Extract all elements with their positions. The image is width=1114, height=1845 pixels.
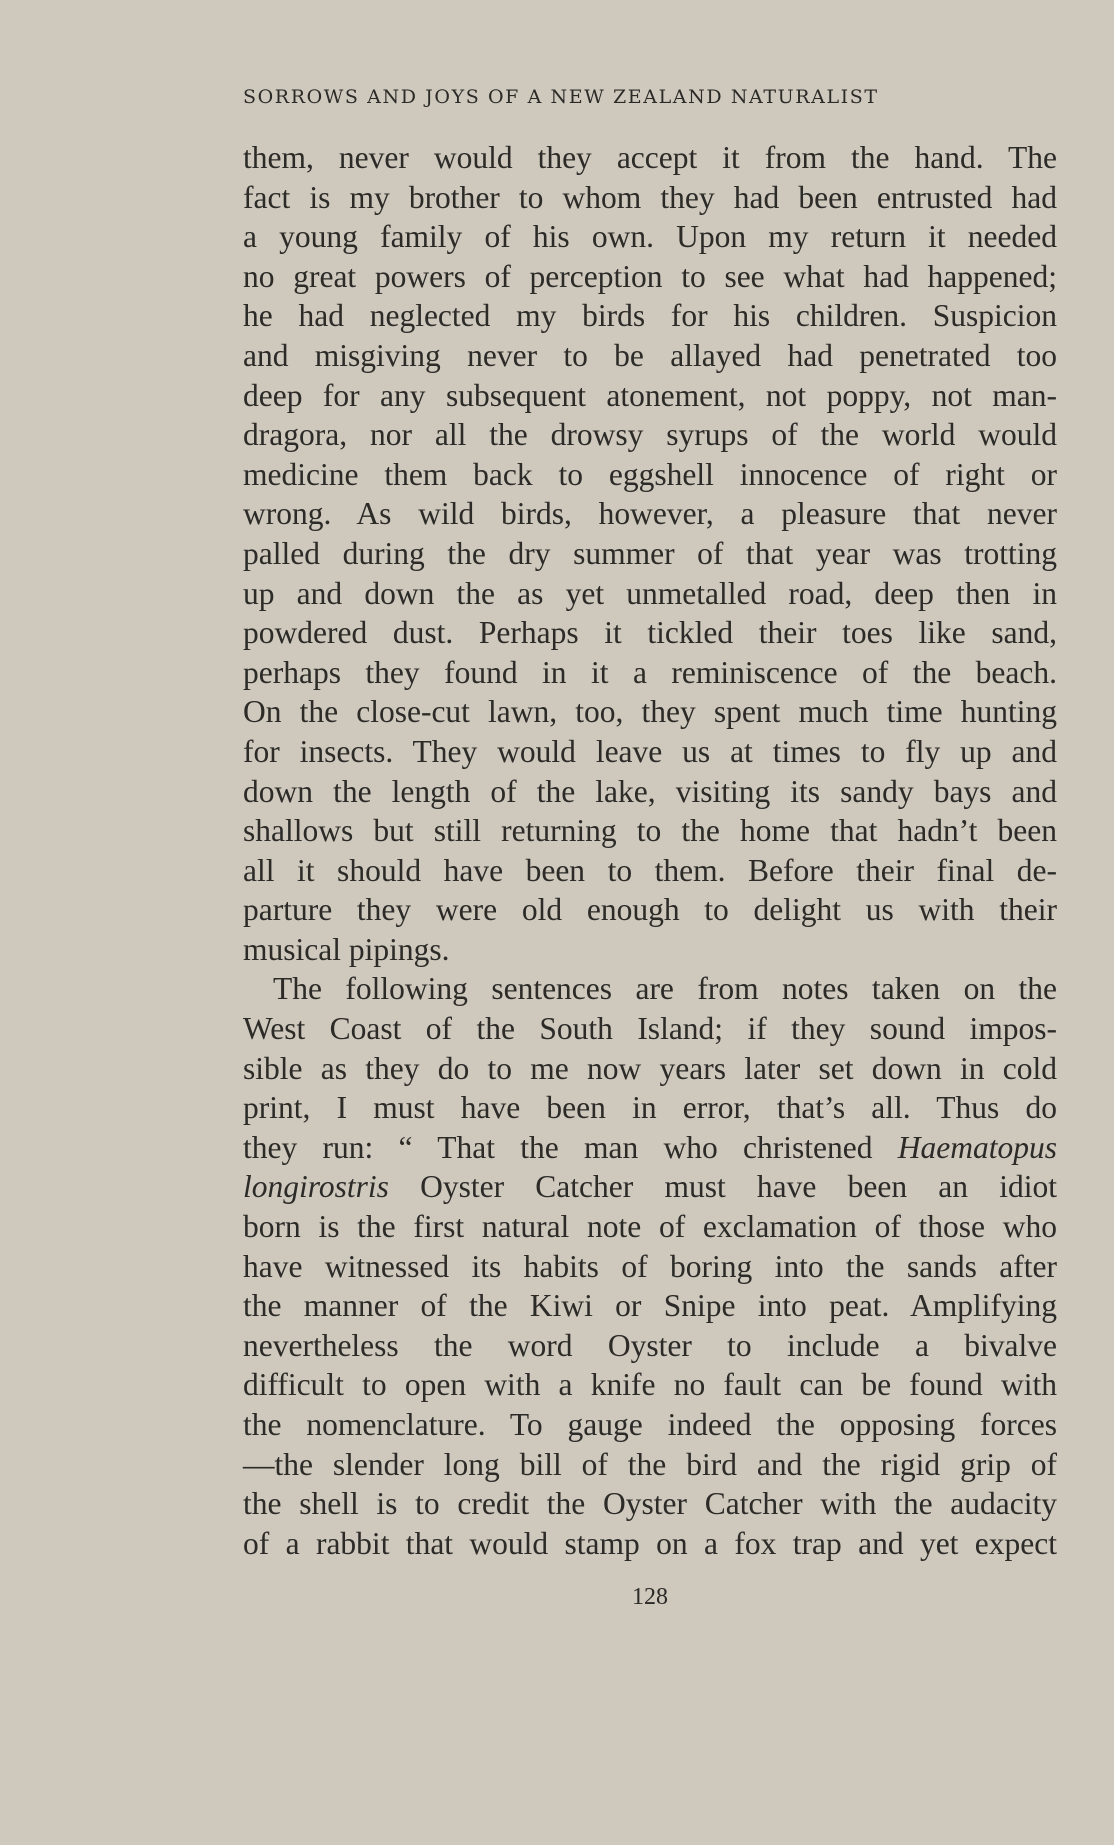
text-line: the manner of the Kiwi or Snipe into peat. Amplifying [243,1288,1057,1324]
species-name-italic: Haematopus [897,1129,1057,1165]
text-line: On the close-cut lawn, too, they spent much time hunting [243,694,1057,730]
text-line [243,1128,1057,1168]
text-line: shallows but still returning to the home that hadn’t been [243,813,1057,849]
text-line: born is the first natural note of exclamation of those who [243,1209,1057,1245]
text-line: he had neglected my birds for his children. Suspicion [243,298,1057,334]
text-line: sible as they do to me now years later set down in cold [243,1050,1057,1086]
text-line: the shell is to credit the Oyster Catcher with the audacity [243,1486,1057,1522]
text-line: parture they were old enough to delight us with their [243,892,1057,928]
text-line: and misgiving never to be allayed had penetrated too [243,337,1057,373]
paragraph-2 [243,969,1057,1563]
text-line: no great powers of perception to see what had happened; [243,258,1057,294]
text-line: musical pipings. [243,931,450,967]
text-line: of a rabbit that would stamp on a fox trap and yet expect [243,1525,1057,1561]
text-line: wrong. As wild birds, however, a pleasure that never [243,496,1057,532]
text-line: deep for any subsequent atonement, not poppy, not man- [243,377,1057,413]
species-name-italic: longirostris [243,1169,389,1205]
text-line: —the slender long bill of the bird and the rigid grip of [243,1446,1057,1482]
text-line: dragora, nor all the drowsy syrups of the world would [243,417,1057,453]
page-number: 128 [632,1584,668,1610]
text-line [243,1167,1057,1207]
text-line: down the length of the lake, visiting its sandy bays and [243,773,1057,809]
text-line: palled during the dry summer of that year was trotting [243,535,1057,571]
text-line: for insects. They would leave us at times to fly up and [243,733,1057,769]
text-line: them, never would they accept it from the hand. The [243,140,1057,175]
text-line: powdered dust. Perhaps it tickled their toes like sand, [243,615,1057,651]
text-line: perhaps they found in it a reminiscence of the beach. [243,654,1057,690]
body-text [243,138,1057,1563]
paragraph-1 [243,138,1057,969]
text-line: West Coast of the South Island; if they sound impos- [243,1011,1057,1047]
text-line: print, I must have been in error, that’s all. Thus do [243,1090,1057,1126]
text-line: a young family of his own. Upon my return it needed [243,219,1057,255]
text-line: The following sentences are from notes taken on the [273,971,1057,1007]
text-line: nevertheless the word Oyster to include a bivalve [243,1327,1057,1363]
text-line: medicine them back to eggshell innocence of right or [243,456,1057,492]
text-run: they run: “ That the man who christened [243,1129,898,1165]
text-line: fact is my brother to whom they had been entrusted had [243,179,1057,215]
text-line: have witnessed its habits of boring into the sands after [243,1248,1057,1284]
text-line: difficult to open with a knife no fault can be found with [243,1367,1057,1403]
text-line: all it should have been to them. Before their final de- [243,852,1057,888]
text-run: Oyster Catcher must have been an idiot [388,1169,1057,1205]
text-line: the nomenclature. To gauge indeed the opposing forces [243,1407,1057,1442]
running-head: SORROWS AND JOYS OF A NEW ZEALAND NATURALIST [243,86,879,108]
text-line: up and down the as yet unmetalled road, deep then in [243,575,1057,611]
